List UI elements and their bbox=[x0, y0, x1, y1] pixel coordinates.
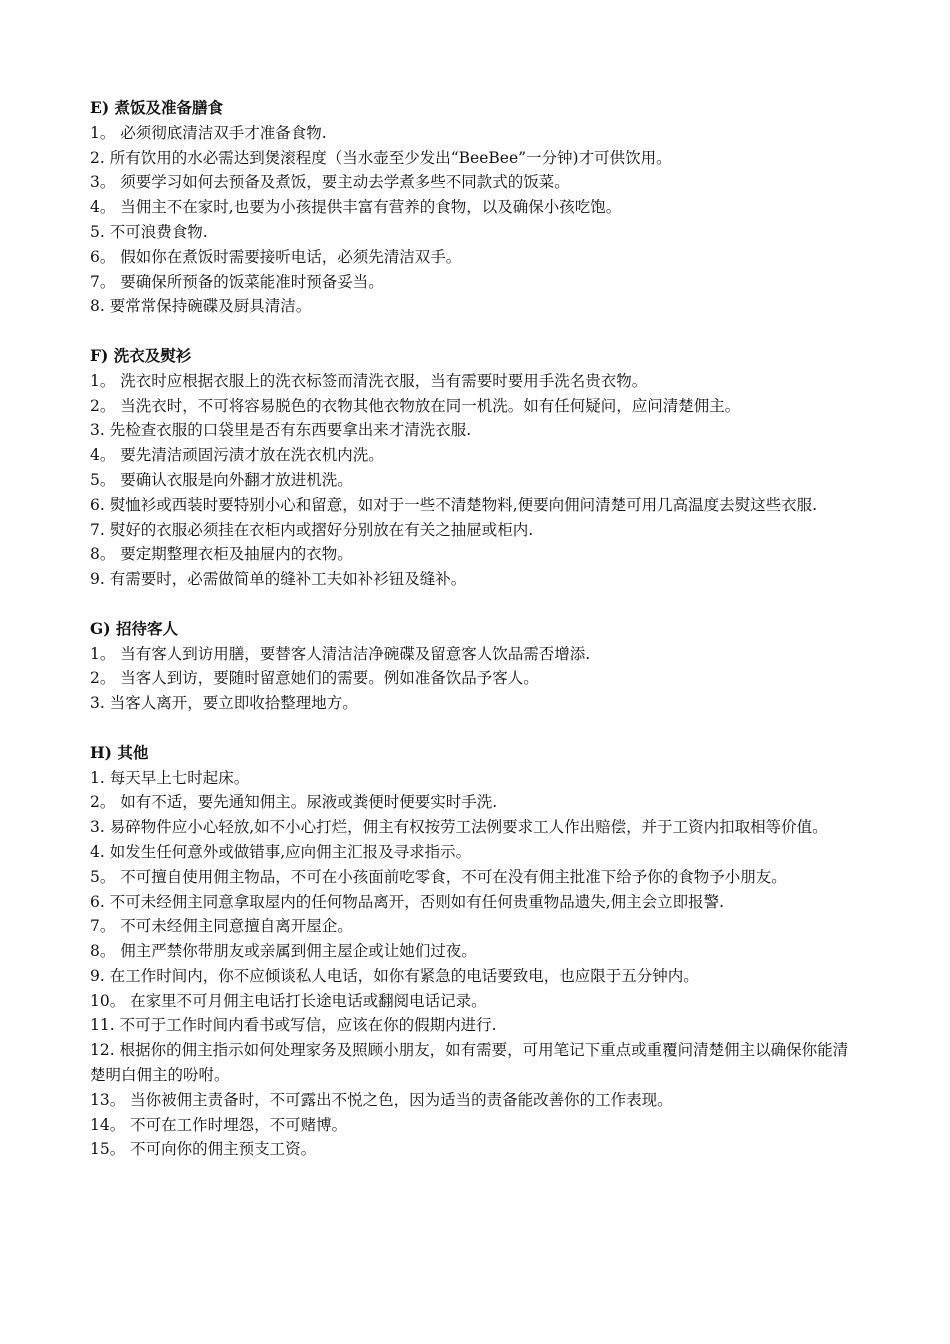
list-item: 13。 当你被佣主责备时，不可露出不悦之色，因为适当的责备能改善你的工作表现。 bbox=[90, 1090, 673, 1109]
list-item: 3. 易碎物件应小心轻放,如不小心打烂，佣主有权按劳工法例要求工人作出赔偿，并于工资内扣取相等价值。 bbox=[90, 818, 828, 837]
list-item: 7。 要确保所预备的饭菜能准时预备妥当。 bbox=[90, 272, 384, 291]
section-laundry bbox=[90, 344, 850, 592]
list-item: 4. 如发生任何意外或做错事,应向佣主汇报及寻求指示。 bbox=[90, 842, 472, 861]
list-item: 2。 如有不适，要先通知佣主。尿液或粪便时便要实时手洗. bbox=[90, 793, 498, 812]
section-heading: E) 煮饭及准备膳食 bbox=[90, 98, 224, 117]
list-item: 1。 当有客人到访用膳，要替客人清洁洁净碗碟及留意客人饮品需否增添. bbox=[90, 644, 591, 663]
list-item: 4。 要先清洁顽固污渍才放在洗衣机内洗。 bbox=[90, 446, 384, 465]
list-item: 3. 先检查衣服的口袋里是否有东西要拿出来才清洗衣服. bbox=[90, 421, 472, 440]
list-item: 6. 熨恤衫或西装时要特别小心和留意，如对于一些不清楚物料,便要向佣问清楚可用几高温度去熨这些衣服. bbox=[90, 495, 818, 514]
list-item: 1。 必须彻底清洁双手才准备食物. bbox=[90, 123, 327, 142]
list-item: 7. 熨好的衣服必须挂在衣柜内或摺好分别放在有关之抽屉或柜内. bbox=[90, 520, 534, 539]
section-guests bbox=[90, 617, 850, 716]
document-page bbox=[90, 96, 850, 1187]
list-item: 15。 不可向你的佣主预支工资。 bbox=[90, 1140, 317, 1159]
list-item: 8。 要定期整理衣柜及抽屉内的衣物。 bbox=[90, 545, 353, 564]
list-item: 3。 须要学习如何去预备及煮饭，要主动去学煮多些不同款式的饭菜。 bbox=[90, 173, 570, 192]
list-item: 8。 佣主严禁你带朋友或亲属到佣主屋企或让她们过夜。 bbox=[90, 942, 477, 961]
section-cooking bbox=[90, 96, 850, 319]
list-item: 6。 假如你在煮饭时需要接听电话，必须先清洁双手。 bbox=[90, 247, 462, 266]
list-item: 14。 不可在工作时埋怨，不可赌博。 bbox=[90, 1115, 348, 1134]
section-heading: F) 洗衣及熨衫 bbox=[90, 345, 192, 365]
list-item: 3. 当客人离开，要立即收拾整理地方。 bbox=[90, 694, 358, 713]
section-other bbox=[90, 741, 850, 1163]
list-item: 2。 当客人到访，要随时留意她们的需要。例如准备饮品予客人。 bbox=[90, 669, 539, 688]
list-item: 2. 所有饮用的水必需达到煲滚程度（当水壶至少发出“BeeBee”一分钟)才可供饮用。 bbox=[90, 148, 672, 167]
section-heading: H) 其他 bbox=[90, 742, 149, 762]
list-item: 5. 不可浪费食物. bbox=[90, 222, 208, 241]
list-item: 1。 洗衣时应根据衣服上的洗衣标签而清洗衣服，当有需要时要用手洗名贵衣物。 bbox=[90, 371, 648, 390]
list-item: 4。 当佣主不在家时,也要为小孩提供丰富有营养的食物，以及确保小孩吃饱。 bbox=[90, 198, 622, 217]
list-item: 9. 在工作时间内，你不应倾谈私人电话，如你有紧急的电话要致电，也应限于五分钟内。 bbox=[90, 966, 699, 985]
list-item: 8. 要常常保持碗碟及厨具清洁。 bbox=[90, 297, 312, 316]
list-item: 9. 有需要时，必需做简单的缝补工夫如补衫钮及缝补。 bbox=[90, 570, 467, 589]
list-item: 12. 根据你的佣主指示如何处理家务及照顾小朋友，如有需要，可用笔记下重点或重覆问清楚佣主以确保你能清楚明白佣主的吩咐。 bbox=[90, 1041, 849, 1085]
list-item: 7。 不可未经佣主同意擅自离开屋企。 bbox=[90, 917, 353, 936]
list-item: 5。 要确认衣服是向外翻才放进机洗。 bbox=[90, 470, 353, 489]
list-item: 10。 在家里不可月佣主电话打长途电话或翻阅电话记录。 bbox=[90, 991, 487, 1010]
list-item: 6. 不可未经佣主同意拿取屋内的任何物品离开，否则如有任何贵重物品遗失,佣主会立即报警. bbox=[90, 892, 725, 911]
list-item: 1. 每天早上七时起床。 bbox=[90, 768, 250, 787]
list-item: 5。 不可擅自使用佣主物品，不可在小孩面前吃零食，不可在没有佣主批准下给予你的食物予小朋友。 bbox=[90, 867, 787, 886]
list-item: 11. 不可于工作时间内看书或写信，应该在你的假期内进行. bbox=[90, 1016, 497, 1035]
list-item: 2。 当洗衣时，不可将容易脱色的衣物其他衣物放在同一机洗。如有任何疑问，应问清楚佣主。 bbox=[90, 396, 741, 415]
section-heading: G) 招待客人 bbox=[90, 618, 178, 638]
